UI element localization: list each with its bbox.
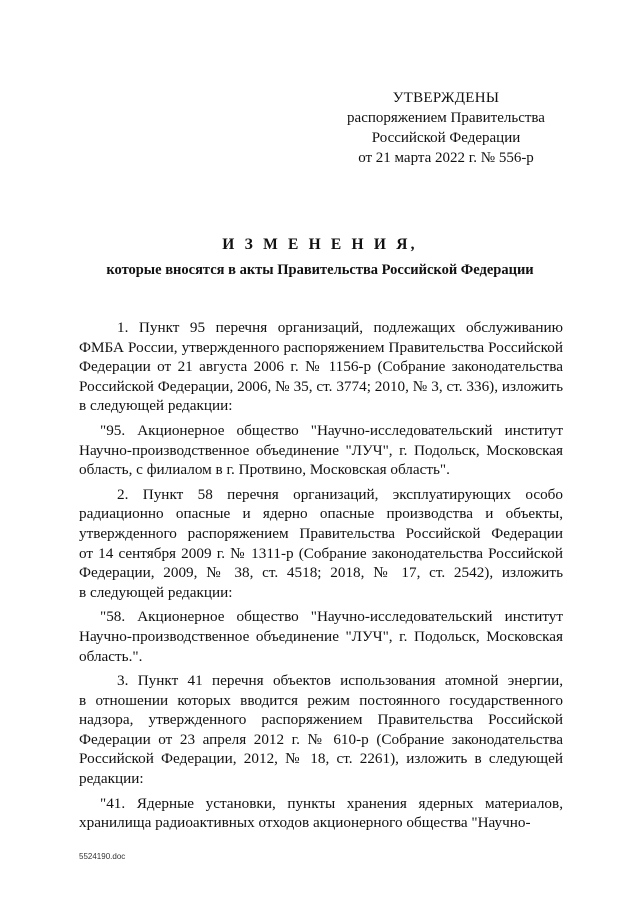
approval-line-1: распоряжением Правительства: [347, 110, 545, 126]
paragraph-line: хранилища радиоактивных отходов акционерного общества "Научно-: [79, 814, 531, 832]
paragraph-line: область, с филиалом в г. Протвино, Московская область".: [79, 461, 450, 479]
paragraph-line: в отношении которых вводится режим постоянного государственного: [79, 691, 563, 709]
paragraph-line: "41. Ядерные установки, пункты хранения ядерных материалов,: [100, 794, 563, 812]
paragraph-line: 2. Пункт 58 перечня организаций, эксплуатирующих особо: [117, 485, 563, 503]
approval-line-3: от 21 марта 2022 г. № 556-р: [358, 150, 534, 166]
paragraph-line: "95. Акционерное общество "Научно-исследовательский институт: [100, 421, 563, 439]
paragraph: [79, 794, 563, 833]
paragraph-line: 3. Пункт 41 перечня объектов использования атомной энергии,: [117, 672, 563, 690]
file-name-footer: 5524190.doc: [79, 852, 126, 861]
paragraph-line: в следующей редакции:: [79, 397, 233, 415]
paragraph: [79, 485, 563, 603]
document-body: [79, 318, 563, 838]
approval-heading: УТВЕРЖДЕНЫ: [392, 90, 500, 106]
paragraph-line: Федерации от 21 августа 2006 г. № 1156-р (Собрание законодательства: [79, 358, 563, 376]
paragraph-line: в следующей редакции:: [79, 583, 233, 601]
paragraph-line: утвержденного распоряжением Правительства Российской Федерации: [79, 524, 563, 542]
paragraph-line: надзора, утвержденного распоряжением Правительства Российской: [79, 711, 563, 729]
paragraph-line: Федерации, 2009, № 38, ст. 4518; 2018, № 17, ст. 2542), изложить: [79, 564, 563, 582]
paragraph-line: область.".: [79, 647, 143, 665]
paragraph-line: Федерации от 23 апреля 2012 г. № 610-р (Собрание законодательства: [79, 730, 563, 748]
paragraph-line: Российской Федерации, 2012, № 18, ст. 2261), изложить в следующей: [79, 750, 563, 768]
paragraph-line: от 14 сентября 2009 г. № 1311-р (Собрание законодательства Российской: [79, 544, 563, 562]
paragraph-line: радиационно опасные и ядерно опасные производства и объекты,: [79, 505, 563, 523]
paragraph-line: "58. Акционерное общество "Научно-исследовательский институт: [100, 608, 563, 626]
approval-line-2: Российской Федерации: [371, 130, 521, 146]
paragraph-line: ФМБА России, утвержденного распоряжением Правительства Российской: [79, 338, 563, 356]
paragraph-line: редакции:: [79, 770, 144, 788]
approval-block: [330, 88, 562, 168]
paragraph-line: Научно-производственное объединение "ЛУЧ", г. Подольск, Московская: [79, 441, 563, 459]
paragraph-line: Научно-производственное объединение "ЛУЧ", г. Подольск, Московская: [79, 627, 563, 645]
paragraph: [79, 421, 563, 480]
paragraph: [79, 671, 563, 789]
document-title: И З М Е Н Е Н И Я,: [222, 236, 418, 253]
paragraph-line: 1. Пункт 95 перечня организаций, подлежащих обслуживанию: [117, 319, 563, 336]
document-subtitle: которые вносятся в акты Правительства Российской Федерации: [106, 262, 534, 278]
paragraph: [79, 607, 563, 666]
paragraph: [79, 318, 563, 416]
paragraph-line: Российской Федерации, 2006, № 35, ст. 3774; 2010, № 3, ст. 336), изложить: [79, 377, 563, 395]
